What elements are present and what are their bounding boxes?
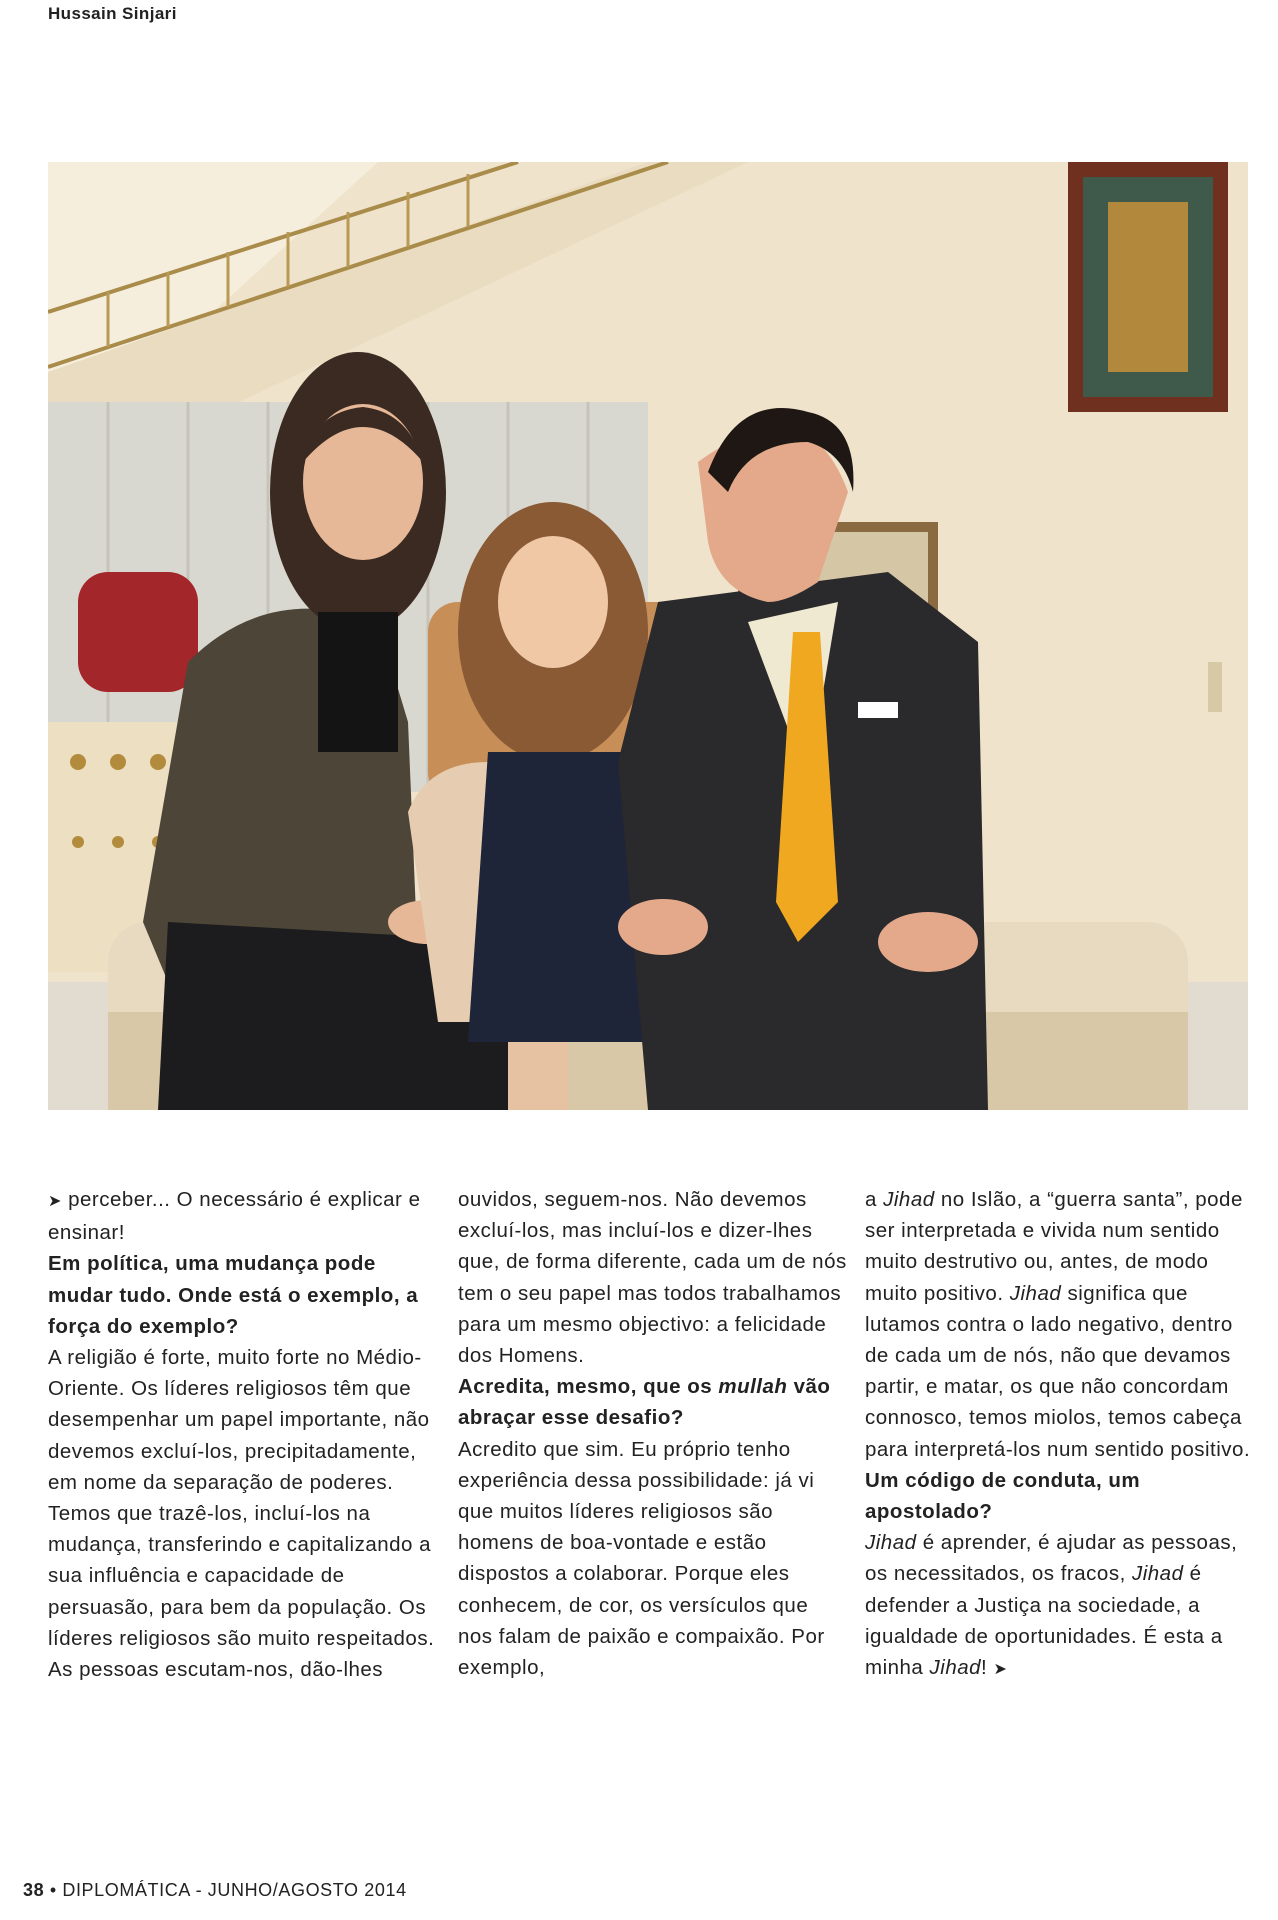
italic-term: Jihad [929,1656,982,1680]
paragraph: A religião é forte, muito forte no Médio-Oriente. Os líderes religiosos têm que desempenhar um papel importante, não devemos excluí-los, precipitadamente, em nome da separação de poderes. Temos que trazê-los, incluí-los na mudança, transferindo e capitalizando a sua influência e capacidade de persuasão, para bem da população. Os líderes religiosos são muito respeitados. As pessoas escutam-nos, dão-lhes [48,1346,435,1682]
paragraph-text: a [865,1188,884,1211]
paragraph [865,1527,1255,1685]
paragraph-text: ! [981,1656,994,1680]
paragraph-text: significa que lutamos contra o lado negativo, dentro de cada um de nós, não que devamos partir, e matar, os que não concordam connosco, temos miolos, temos cabeça para interpretá-los num sentido positivo. [865,1281,1251,1461]
paragraph-text: é aprender, é ajudar as pessoas, os necessitados, os fracos, [865,1531,1238,1586]
paragraph-text: é defender a Justiça na sociedade, a igualdade de oportunidades. É esta a minha [865,1562,1223,1680]
paragraph: Acredito que sim. Eu próprio tenho experiência dessa possibilidade: já vi que muitos líderes religiosos são homens de boa-vontade e estão dispostos a colaborar. Porque eles conhecem, de cor, os versículos que nos falam de paixão e compaixão. Por exemplo, [458,1437,825,1680]
page-number: 38 [23,1880,45,1900]
italic-term: Jihad [1009,1281,1062,1305]
italic-term: Jihad [865,1531,917,1555]
paragraph: ouvidos, seguem-nos. Não devemos excluí-los, mas incluí-los e dizer-lhes que, de forma diferente, cada um de nós tem o seu papel mas todos trabalhamos para um mesmo objectivo: a felicidade dos Homens. [458,1188,847,1368]
question-emphasis: mullah [718,1375,788,1399]
magazine-issue: DIPLOMÁTICA - JUNHO/AGOSTO 2014 [62,1880,407,1900]
portrait-illustration [48,162,1248,1110]
question-text: Acredita, mesmo, que os [458,1375,719,1399]
article-column-2 [458,1184,848,1683]
page-footer [23,1880,407,1901]
running-head: Hussain Sinjari [48,4,177,23]
footer-separator: • [44,1880,63,1900]
paragraph-text: perceber... O necessário é explicar e ensinar! [48,1188,421,1245]
interview-question [458,1371,848,1433]
interview-question: Um código de conduta, um apostolado? [865,1468,1141,1524]
article-column-3 [865,1184,1255,1685]
interview-question: Em política, uma mudança pode mudar tudo. Onde está o exemplo, a força do exemplo? [48,1252,419,1338]
paragraph-text: no Islão, a “guerra santa”, pode ser interpretada e vivida num sentido muito destrutivo ou, antes, de modo muito positivo. [865,1188,1243,1305]
family-portrait-photo [48,162,1248,1110]
article-columns [48,1184,1251,1744]
italic-term: Jihad [883,1188,935,1211]
question-text: vão abraçar esse desafio? [458,1375,831,1430]
paragraph [48,1184,438,1248]
arrow-icon: ➤ [48,1193,62,1210]
arrow-icon: ➤ [993,1661,1008,1679]
article-column-1 [48,1184,438,1685]
paragraph [865,1184,1255,1465]
italic-term: Jihad [1131,1562,1184,1586]
